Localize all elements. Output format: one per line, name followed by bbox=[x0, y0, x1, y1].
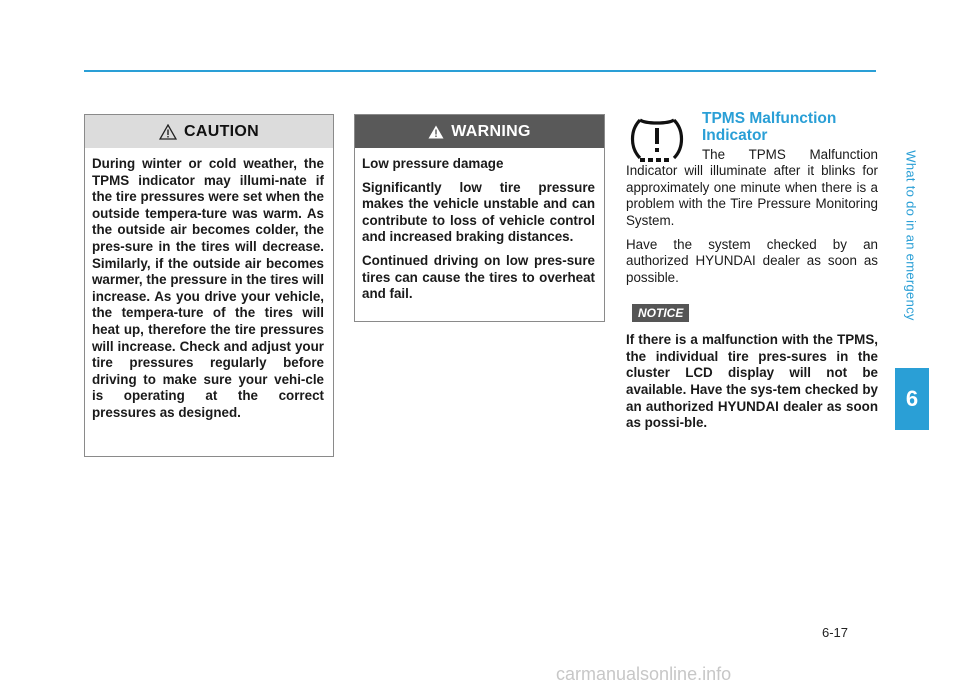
warning-box bbox=[354, 114, 605, 322]
caution-title: CAUTION bbox=[184, 122, 259, 140]
caution-box bbox=[84, 114, 334, 457]
chapter-number-tab bbox=[895, 368, 929, 430]
tpms-warning-icon bbox=[626, 114, 688, 166]
watermark: carmanualsonline.info bbox=[556, 664, 732, 684]
notice-badge: NOTICE bbox=[632, 304, 689, 322]
tpms-heading: TPMS Malfunction Indicator bbox=[702, 110, 837, 144]
caution-body bbox=[85, 148, 333, 422]
warning-paragraph: Significantly low tire pressure makes the vehicle unstable and can contribute to loss of vehicle control and increased braking distances. bbox=[362, 179, 595, 245]
warning-title: WARNING bbox=[451, 122, 531, 140]
caution-text: During winter or cold weather, the TPMS indicator may illumi-nate if the tire pressures were set when the outside tempera-ture was warm. As the outside air becomes colder, the pres-sure in the tires will decrease. Similarly, if the outside air becomes warmer, the pressure in the tires will increase. As you drive your vehicle, the tempera-ture of the tires will heat up, therefore the tire pressures will increase. Check and adjust your tire pressures regularly before driving to make sure your vehi-cle is operating at the correct pressures as designed. bbox=[92, 156, 324, 420]
notice-text: If there is a malfunction with the TPMS, the individual tire pres-sures in the cluster LCD display will not be available. Have the sys-tem checked by an authorized HYUNDAI dealer as soon as possi-ble. bbox=[626, 332, 878, 431]
caution-header bbox=[85, 115, 333, 148]
warning-triangle-icon bbox=[428, 125, 444, 139]
warning-body bbox=[355, 148, 604, 303]
caution-triangle-icon bbox=[159, 124, 177, 140]
warning-subtitle: Low pressure damage bbox=[362, 156, 504, 171]
chapter-side-title bbox=[896, 110, 926, 360]
warning-header bbox=[355, 115, 604, 148]
page-number: 6-17 bbox=[822, 625, 849, 640]
header-rule bbox=[84, 70, 876, 72]
tpms-paragraph: Have the system checked by an authorized HYUNDAI dealer as soon as possible. bbox=[626, 237, 878, 285]
chapter-title-text: What to do in an emergency bbox=[903, 149, 919, 321]
tpms-paragraph: The TPMS Malfunction Indicator will illuminate after it blinks for approximately one minute when there is a problem with the Tire Pressure Monitoring System. bbox=[626, 147, 878, 228]
tpms-section bbox=[626, 110, 878, 432]
chapter-number: 6 bbox=[905, 386, 919, 411]
warning-paragraph: Continued driving on low pres-sure tires can cause the tires to overheat and fail. bbox=[362, 252, 595, 302]
